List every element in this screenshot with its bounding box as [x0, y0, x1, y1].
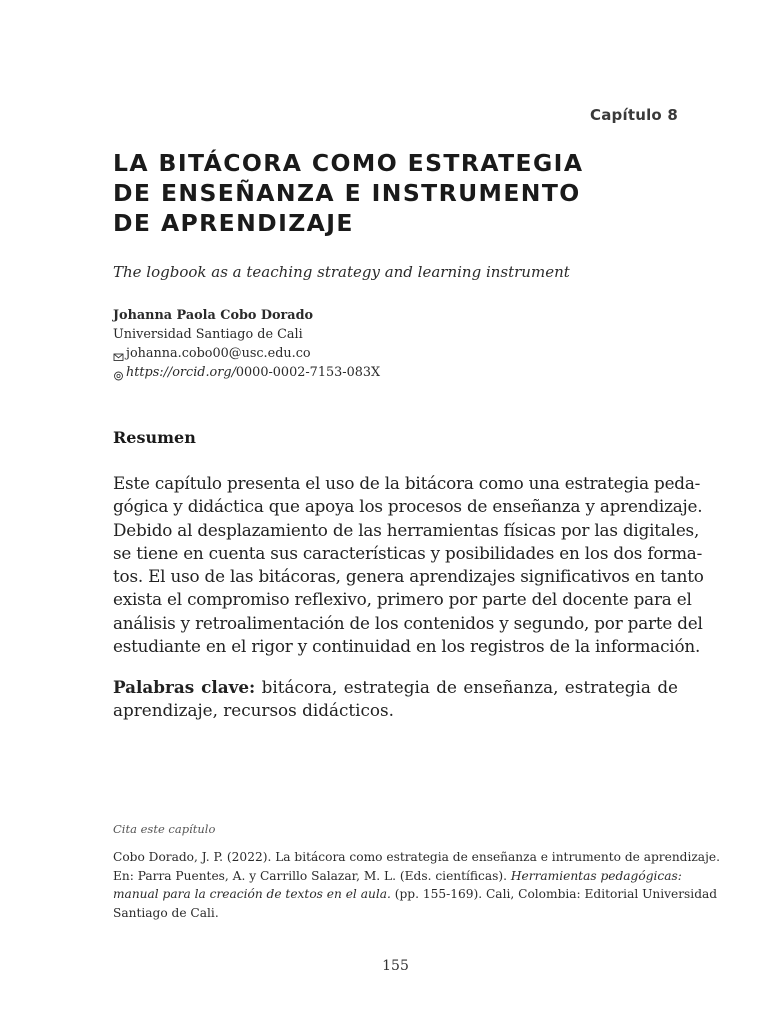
keywords-label: Palabras clave: [113, 677, 256, 697]
abstract-line: se tiene en cuenta sus características y posibilidades en los dos forma- [113, 542, 703, 563]
chapter-title-line: DE APRENDIZAJE [113, 209, 354, 237]
author-email[interactable]: johanna.cobo00@usc.edu.co [126, 346, 311, 361]
email-line [113, 344, 380, 363]
citation-paragraph [113, 848, 720, 922]
abstract-line: gógica y didáctica que apoya los procesos de enseñanza y aprendizaje. [113, 496, 703, 517]
page-number: 155 [382, 958, 409, 974]
abstract-line: análisis y retroalimentación de los contenidos y segundo, por parte del [113, 612, 703, 633]
author-block [113, 306, 380, 382]
citation-line: Santiago de Cali. [113, 905, 219, 920]
chapter-label: Capítulo 8 [590, 106, 678, 124]
abstract-heading: Resumen [113, 428, 196, 447]
citation-text: (pp. 155-169). Cali, Colombia: Editorial Universidad [394, 887, 718, 901]
citation-text: En: Parra Puentes, A. y Carrillo Salazar, M. L. (Eds. científicas). [113, 868, 508, 883]
abstract-line: estudiante en el rigor y continuidad en los registros de la información. [113, 636, 701, 657]
abstract-line: tos. El uso de las bitácoras, genera aprendizajes significativos en tanto [113, 566, 704, 587]
orcid-link[interactable] [126, 363, 380, 382]
citation-book-title: Herramientas pedagógicas: [510, 868, 682, 883]
abstract-line: Debido al desplazamiento de las herramientas físicas por las digitales, [113, 519, 700, 540]
keywords-line [113, 676, 678, 699]
author-affiliation: Universidad Santiago de Cali [113, 327, 303, 342]
citation-line [113, 867, 682, 886]
chapter-title-line: LA BITÁCORA COMO ESTRATEGIA [113, 149, 584, 177]
abstract-paragraph [113, 472, 704, 658]
orcid-line [113, 363, 380, 382]
citation-line: Cobo Dorado, J. P. (2022). La bitácora como estrategia de enseñanza e intrumento de aprendizaje. [113, 850, 720, 864]
cite-label: Cita este capítulo [113, 822, 216, 836]
abstract-line: exista el compromiso reflexivo, primero por parte del docente para el [113, 589, 692, 610]
book-page [113, 0, 720, 1024]
chapter-title-line: DE ENSEÑANZA E INSTRUMENTO [113, 179, 581, 207]
citation-book-title: manual para la creación de textos en el aula. [113, 887, 391, 901]
keywords-text: bitácora, estrategia de enseñanza, estrategia de [261, 677, 678, 697]
keywords-paragraph [113, 676, 678, 723]
citation-line [113, 885, 718, 904]
author-name: Johanna Paola Cobo Dorado [113, 308, 314, 323]
orcid-id: 0000-0002-7153-083X [235, 365, 381, 380]
abstract-line: Este capítulo presenta el uso de la bitácora como una estrategia peda- [113, 473, 701, 493]
keywords-line: aprendizaje, recursos didácticos. [113, 700, 394, 721]
english-subtitle: The logbook as a teaching strategy and learning instrument [113, 263, 570, 281]
orcid-icon [113, 368, 124, 378]
orcid-prefix: https://orcid.org/ [126, 365, 236, 380]
envelope-icon [113, 349, 124, 359]
chapter-title [113, 148, 583, 238]
